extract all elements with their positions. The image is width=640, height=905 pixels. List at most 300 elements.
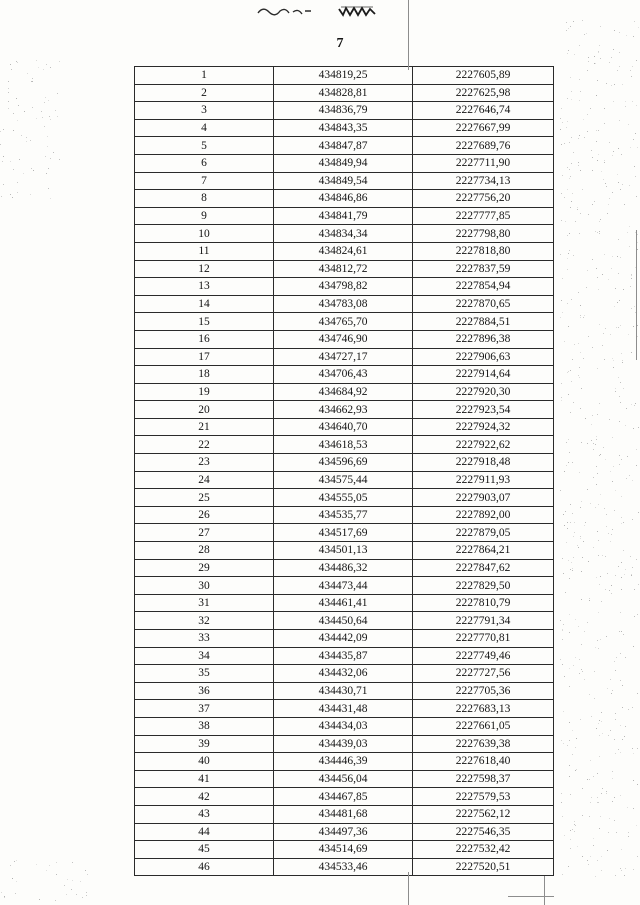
x-coordinate-cell: 434640,70: [274, 418, 413, 436]
scan-speckle: [582, 788, 583, 789]
scan-speckle: [630, 286, 631, 287]
scan-speckle: [2, 161, 3, 162]
scan-speckle: [26, 141, 27, 142]
scan-speckle: [609, 419, 610, 420]
scan-speckle: [604, 162, 605, 163]
scan-speckle: [599, 233, 600, 234]
scan-speckle: [568, 439, 569, 440]
scan-speckle: [571, 381, 572, 382]
scan-speckle: [569, 740, 570, 741]
x-coordinate-cell: 434497,36: [274, 823, 413, 841]
coordinates-table: [134, 66, 554, 876]
scan-speckle: [610, 471, 611, 472]
scan-speckle: [631, 574, 632, 575]
point-number-cell: 13: [135, 278, 274, 296]
y-coordinate-cell: 2227810,79: [413, 594, 554, 612]
scan-speckle: [561, 220, 562, 221]
scan-speckle: [609, 198, 610, 199]
scan-speckle: [620, 257, 621, 258]
scan-speckle: [618, 327, 619, 328]
scan-speckle: [64, 885, 65, 886]
scan-speckle: [612, 358, 613, 359]
scan-speckle: [569, 250, 570, 251]
point-number-cell: 35: [135, 665, 274, 683]
scan-speckle: [596, 439, 597, 440]
point-number-cell: 4: [135, 119, 274, 137]
scan-speckle: [601, 712, 602, 713]
scan-speckle: [47, 136, 48, 137]
scan-speckle: [50, 198, 51, 199]
scan-speckle: [632, 748, 633, 749]
scan-speckle: [45, 97, 46, 98]
scan-speckle: [32, 107, 33, 108]
table-row: [135, 471, 554, 489]
scan-speckle: [560, 254, 561, 255]
scan-speckle: [637, 325, 638, 326]
scan-speckle: [605, 183, 606, 184]
scan-speckle: [573, 665, 574, 666]
scan-speckle: [611, 693, 612, 694]
scan-speckle: [41, 111, 42, 112]
scan-speckle: [584, 34, 585, 35]
x-coordinate-cell: 434435,87: [274, 647, 413, 665]
table-row: [135, 207, 554, 225]
scan-speckle: [564, 197, 565, 198]
scan-speckle: [567, 121, 568, 122]
x-coordinate-cell: 434535,77: [274, 506, 413, 524]
y-coordinate-cell: 2227562,12: [413, 805, 554, 823]
x-coordinate-cell: 434819,25: [274, 67, 413, 85]
table-row: [135, 630, 554, 648]
scan-speckle: [580, 352, 581, 353]
scan-speckle: [597, 368, 598, 369]
scan-speckle: [626, 35, 627, 36]
scan-speckle: [637, 748, 638, 749]
scan-speckle: [600, 494, 601, 495]
scan-speckle: [569, 578, 570, 579]
scan-speckle: [630, 147, 631, 148]
scan-speckle: [568, 253, 569, 254]
y-coordinate-cell: 2227924,32: [413, 418, 554, 436]
scan-speckle: [573, 402, 574, 403]
scan-speckle: [49, 116, 50, 117]
y-coordinate-cell: 2227918,48: [413, 454, 554, 472]
scan-speckle: [600, 26, 601, 27]
y-coordinate-cell: 2227689,76: [413, 137, 554, 155]
scan-speckle: [618, 566, 619, 567]
scan-speckle: [1, 892, 2, 893]
scan-speckle: [76, 894, 77, 895]
table-row: [135, 559, 554, 577]
scan-speckle: [621, 154, 622, 155]
scan-speckle: [593, 845, 594, 846]
scan-speckle: [635, 403, 636, 404]
scan-speckle: [583, 317, 584, 318]
scan-speckle: [618, 377, 619, 378]
scan-speckle: [560, 490, 561, 491]
scan-speckle: [32, 81, 33, 82]
x-coordinate-cell: 434684,92: [274, 383, 413, 401]
scan-speckle: [607, 213, 608, 214]
scan-speckle: [580, 507, 581, 508]
scan-speckle: [601, 171, 602, 172]
scan-speckle: [603, 333, 604, 334]
scan-speckle: [591, 716, 592, 717]
scan-speckle: [560, 659, 561, 660]
point-number-cell: 30: [135, 577, 274, 595]
scan-speckle: [596, 728, 597, 729]
scan-speckle: [624, 574, 625, 575]
scan-speckle: [606, 791, 607, 792]
scan-speckle: [569, 452, 570, 453]
scan-speckle: [590, 760, 591, 761]
scan-speckle: [633, 36, 634, 37]
scan-speckle: [597, 160, 598, 161]
scan-speckle: [32, 78, 33, 79]
scan-speckle: [622, 685, 623, 686]
scan-speckle: [620, 402, 621, 403]
table-row: [135, 524, 554, 542]
scan-speckle: [615, 713, 616, 714]
scan-speckle: [82, 897, 83, 898]
table-row: [135, 84, 554, 102]
x-coordinate-cell: 434456,04: [274, 770, 413, 788]
scan-speckle: [597, 277, 598, 278]
table-row: [135, 665, 554, 683]
scan-speckle: [584, 137, 585, 138]
scan-speckle: [621, 459, 622, 460]
scan-speckle: [597, 640, 598, 641]
scan-speckle: [622, 707, 623, 708]
scan-speckle: [613, 151, 614, 152]
scan-speckle: [86, 892, 87, 893]
scan-speckle: [572, 359, 573, 360]
scan-speckle: [627, 456, 628, 457]
scan-speckle: [567, 53, 568, 54]
scan-speckle: [588, 864, 589, 865]
scan-speckle: [603, 447, 604, 448]
scan-speckle: [71, 889, 72, 890]
scan-speckle: [561, 397, 562, 398]
scan-speckle: [587, 70, 588, 71]
scan-speckle: [560, 129, 561, 130]
scan-speckle: [599, 231, 600, 232]
scan-speckle: [622, 739, 623, 740]
scan-speckle: [630, 556, 631, 557]
x-coordinate-cell: 434824,61: [274, 242, 413, 260]
scan-speckle: [598, 52, 599, 53]
scan-speckle: [562, 558, 563, 559]
scan-speckle: [581, 669, 582, 670]
scan-speckle: [10, 194, 11, 195]
scan-speckle: [562, 122, 563, 123]
scan-speckle: [607, 573, 608, 574]
scan-speckle: [588, 336, 589, 337]
point-number-cell: 17: [135, 348, 274, 366]
scan-speckle: [593, 443, 594, 444]
y-coordinate-cell: 2227756,20: [413, 190, 554, 208]
scan-speckle: [612, 771, 613, 772]
scan-speckle: [46, 173, 47, 174]
scan-speckle: [597, 860, 598, 861]
scan-speckle: [615, 388, 616, 389]
scan-speckle: [579, 673, 580, 674]
scan-speckle: [17, 182, 18, 183]
scan-speckle: [609, 818, 610, 819]
scan-speckle: [637, 242, 638, 243]
y-coordinate-cell: 2227532,42: [413, 841, 554, 859]
scan-speckle: [588, 57, 589, 58]
scan-speckle: [561, 383, 562, 384]
scan-speckle: [49, 865, 50, 866]
scan-speckle: [617, 174, 618, 175]
scan-speckle: [581, 644, 582, 645]
x-coordinate-cell: 434439,03: [274, 735, 413, 753]
scan-speckle: [587, 443, 588, 444]
scan-speckle: [584, 631, 585, 632]
scan-speckle: [602, 345, 603, 346]
y-coordinate-cell: 2227711,90: [413, 154, 554, 172]
table-row: [135, 788, 554, 806]
table-row: [135, 700, 554, 718]
scan-speckle: [620, 612, 621, 613]
x-coordinate-cell: 434432,06: [274, 665, 413, 683]
point-number-cell: 32: [135, 612, 274, 630]
scan-speckle: [580, 213, 581, 214]
scan-speckle: [12, 197, 13, 198]
scan-speckle: [610, 334, 611, 335]
scan-speckle: [612, 437, 613, 438]
scan-speckle: [600, 58, 601, 59]
scan-speckle: [582, 671, 583, 672]
scan-speckle: [599, 45, 600, 46]
scan-speckle: [615, 719, 616, 720]
scan-speckle: [592, 415, 593, 416]
scan-speckle: [44, 126, 45, 127]
scan-speckle: [589, 694, 590, 695]
scan-speckle: [619, 631, 620, 632]
scan-speckle: [588, 214, 589, 215]
point-number-cell: 5: [135, 137, 274, 155]
scan-speckle: [637, 614, 638, 615]
scan-speckle: [574, 831, 575, 832]
scan-speckle: [632, 101, 633, 102]
y-coordinate-cell: 2227818,80: [413, 242, 554, 260]
x-coordinate-cell: 434481,68: [274, 805, 413, 823]
y-coordinate-cell: 2227870,65: [413, 295, 554, 313]
scan-speckle: [578, 626, 579, 627]
scan-speckle: [46, 64, 47, 65]
scan-speckle: [591, 424, 592, 425]
scan-speckle: [615, 670, 616, 671]
x-coordinate-cell: 434849,54: [274, 172, 413, 190]
scan-speckle: [596, 436, 597, 437]
scan-speckle: [16, 98, 17, 99]
x-coordinate-cell: 434486,32: [274, 559, 413, 577]
scan-speckle: [50, 119, 51, 120]
scan-speckle: [562, 874, 563, 875]
scan-speckle: [3, 129, 4, 130]
scan-speckle: [574, 821, 575, 822]
scan-speckle: [584, 315, 585, 316]
scan-speckle: [621, 870, 622, 871]
scan-speckle: [621, 523, 622, 524]
x-coordinate-cell: 434431,48: [274, 700, 413, 718]
scan-speckle: [569, 722, 570, 723]
point-number-cell: 43: [135, 805, 274, 823]
scan-speckle: [613, 466, 614, 467]
scan-speckle: [19, 159, 20, 160]
scan-speckle: [616, 832, 617, 833]
point-number-cell: 3: [135, 102, 274, 120]
x-coordinate-cell: 434430,71: [274, 682, 413, 700]
scan-speckle: [583, 358, 584, 359]
scan-speckle: [614, 510, 615, 511]
scan-speckle: [571, 137, 572, 138]
scan-speckle: [576, 738, 577, 739]
y-coordinate-cell: 2227683,13: [413, 700, 554, 718]
scan-speckle: [8, 108, 9, 109]
table-row: [135, 454, 554, 472]
scan-speckle: [564, 835, 565, 836]
scan-speckle: [561, 300, 562, 301]
scan-speckle: [598, 504, 599, 505]
scan-speckle: [614, 797, 615, 798]
scan-speckle: [570, 794, 571, 795]
scan-artifact-bottom-line: [508, 896, 554, 897]
scan-speckle: [633, 326, 634, 327]
scan-speckle: [72, 862, 73, 863]
scan-speckle: [633, 139, 634, 140]
scan-speckle: [569, 765, 570, 766]
scan-speckle: [619, 464, 620, 465]
scan-speckle: [620, 752, 621, 753]
scan-speckle: [632, 519, 633, 520]
scan-speckle: [621, 496, 622, 497]
scan-speckle: [634, 21, 635, 22]
scan-speckle: [570, 830, 571, 831]
scan-speckle: [561, 802, 562, 803]
scan-speckle: [562, 630, 563, 631]
scan-speckle: [586, 287, 587, 288]
scan-speckle: [629, 246, 630, 247]
scan-artifact-top-line: [408, 0, 409, 70]
y-coordinate-cell: 2227922,62: [413, 436, 554, 454]
x-coordinate-cell: 434450,64: [274, 612, 413, 630]
scan-speckle: [621, 517, 622, 518]
scan-speckle: [564, 143, 565, 144]
scan-speckle: [569, 614, 570, 615]
table-row: [135, 682, 554, 700]
scan-speckle: [609, 590, 610, 591]
scan-speckle: [637, 693, 638, 694]
scan-speckle: [628, 334, 629, 335]
scan-speckle: [621, 631, 622, 632]
scan-speckle: [589, 779, 590, 780]
table-row: [135, 577, 554, 595]
scan-speckle: [612, 155, 613, 156]
point-number-cell: 10: [135, 225, 274, 243]
scan-speckle: [570, 412, 571, 413]
scan-speckle: [631, 352, 632, 353]
scan-speckle: [594, 201, 595, 202]
point-number-cell: 36: [135, 682, 274, 700]
y-coordinate-cell: 2227598,37: [413, 770, 554, 788]
scan-artifact-bottom-line: [544, 876, 545, 905]
scan-speckle: [607, 850, 608, 851]
scan-speckle: [637, 856, 638, 857]
x-coordinate-cell: 434596,69: [274, 454, 413, 472]
x-coordinate-cell: 434514,69: [274, 841, 413, 859]
scan-speckle: [605, 328, 606, 329]
scan-speckle: [569, 233, 570, 234]
table-row: [135, 418, 554, 436]
scan-speckle: [622, 362, 623, 363]
scan-speckle: [631, 308, 632, 309]
scan-speckle: [582, 189, 583, 190]
scan-speckle: [635, 176, 636, 177]
point-number-cell: 24: [135, 471, 274, 489]
scan-speckle: [619, 421, 620, 422]
point-number-cell: 19: [135, 383, 274, 401]
table-row: [135, 823, 554, 841]
scan-speckle: [567, 522, 568, 523]
scan-speckle: [589, 600, 590, 601]
scan-speckle: [592, 347, 593, 348]
scan-speckle: [614, 661, 615, 662]
scan-speckle: [572, 570, 573, 571]
scan-speckle: [605, 589, 606, 590]
scan-speckle: [13, 169, 14, 170]
scan-speckle: [573, 536, 574, 537]
scan-speckle: [626, 408, 627, 409]
scan-speckle: [46, 870, 47, 871]
scan-speckle: [1, 196, 2, 197]
scan-speckle: [636, 465, 637, 466]
point-number-cell: 31: [135, 594, 274, 612]
x-coordinate-cell: 434434,03: [274, 717, 413, 735]
y-coordinate-cell: 2227791,34: [413, 612, 554, 630]
scan-speckle: [580, 317, 581, 318]
scan-speckle: [628, 832, 629, 833]
scan-speckle: [631, 275, 632, 276]
point-number-cell: 27: [135, 524, 274, 542]
scan-speckle: [39, 899, 40, 900]
y-coordinate-cell: 2227727,56: [413, 665, 554, 683]
scan-speckle: [24, 111, 25, 112]
scan-speckle: [628, 124, 629, 125]
scan-speckle: [10, 64, 11, 65]
scan-speckle: [630, 70, 631, 71]
scan-speckle: [635, 267, 636, 268]
scan-speckle: [607, 688, 608, 689]
table-row: [135, 436, 554, 454]
scan-speckle: [570, 26, 571, 27]
table-row: [135, 841, 554, 859]
point-number-cell: 16: [135, 330, 274, 348]
scan-speckle: [573, 21, 574, 22]
y-coordinate-cell: 2227896,38: [413, 330, 554, 348]
scan-speckle: [602, 555, 603, 556]
table-row: [135, 594, 554, 612]
scan-speckle: [619, 32, 620, 33]
scan-speckle: [31, 168, 32, 169]
scan-speckle: [36, 118, 37, 119]
scan-speckle: [570, 207, 571, 208]
point-number-cell: 33: [135, 630, 274, 648]
scan-speckle: [636, 60, 637, 61]
y-coordinate-cell: 2227639,38: [413, 735, 554, 753]
